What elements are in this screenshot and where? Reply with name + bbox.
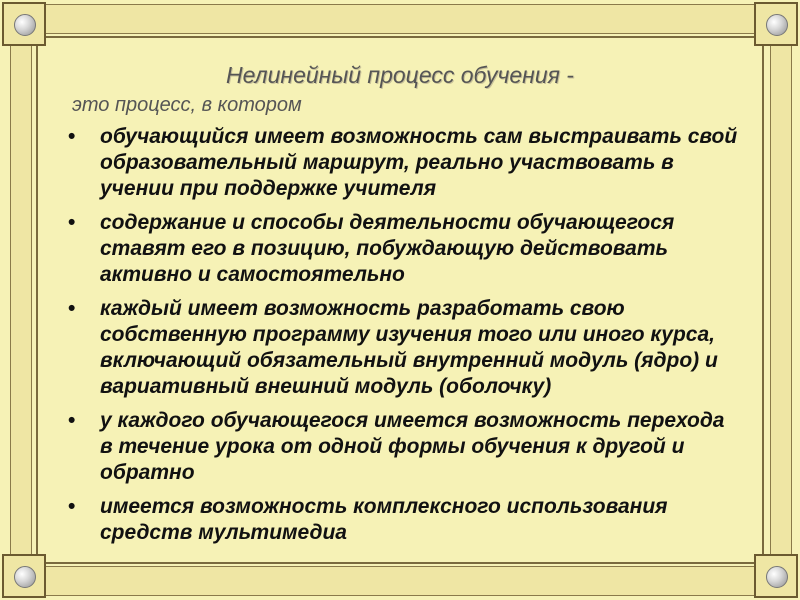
corner-bottom-left [2, 554, 46, 598]
inner-rule-bottom [38, 562, 762, 564]
list-item-text: обучающийся имеет возможность сам выстраивать свой образовательный маршрут, реально участвовать в учении при поддержке учителя [100, 125, 738, 200]
slide-title: Нелинейный процесс обучения - [226, 62, 574, 88]
bullet-icon: • [68, 495, 76, 518]
bullet-icon: • [68, 409, 76, 432]
list-item-text: содержание и способы деятельности обучающегося ставят его в позицию, побуждающую действовать активно и самостоятельно [100, 211, 675, 286]
list-item [60, 210, 740, 288]
list-item [60, 296, 740, 400]
corner-knob-icon [14, 14, 36, 36]
inner-rule-top [38, 36, 762, 38]
bullet-icon: • [68, 297, 76, 320]
bullet-icon: • [68, 125, 76, 148]
corner-knob-icon [766, 566, 788, 588]
corner-knob-icon [766, 14, 788, 36]
list-item-text: у каждого обучающегося имеется возможность перехода в течение урока от одной формы обучения к другой и обратно [100, 409, 725, 484]
corner-knob-icon [14, 566, 36, 588]
list-item-text: каждый имеет возможность разработать свою собственную программу изучения того или иного курса, включающий обязательный внутренний модуль (ядро) и вариативный внешний модуль (оболочку) [100, 297, 718, 398]
corner-top-left [2, 2, 46, 46]
bullet-list [60, 124, 740, 554]
list-item-text: имеется возможность комплексного использования средств мультимедиа [100, 495, 668, 544]
frame-bottom [38, 566, 764, 596]
slide-subtitle: это процесс, в котором [72, 94, 302, 116]
corner-top-right [754, 2, 798, 46]
list-item [60, 408, 740, 486]
frame-top [38, 4, 764, 34]
list-item [60, 494, 740, 546]
list-item [60, 124, 740, 202]
frame-left [10, 34, 32, 566]
inner-rule-right [762, 36, 764, 564]
corner-bottom-right [754, 554, 798, 598]
bullet-icon: • [68, 211, 76, 234]
inner-rule-left [36, 36, 38, 564]
frame-right [770, 34, 792, 566]
